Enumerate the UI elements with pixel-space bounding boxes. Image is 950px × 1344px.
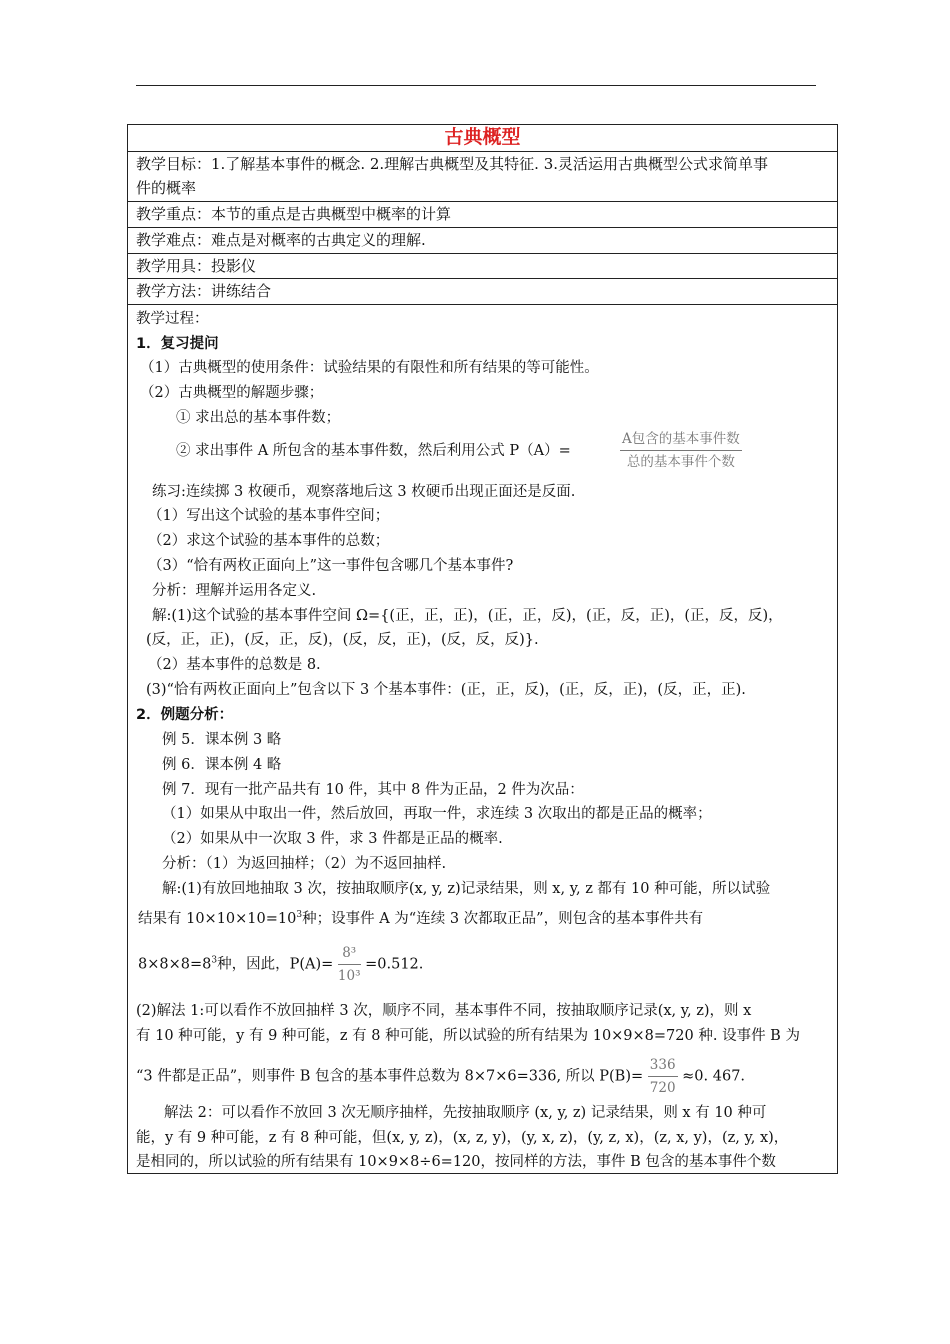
- title-row: [128, 125, 837, 152]
- solution-line: （2）基本事件的总数是 8.: [148, 657, 321, 673]
- goal-text: 教学目标：1.了解基本事件的概念. 2.理解古典概型及其特征. 3.灵活运用古典概型公式求简单事: [136, 155, 769, 173]
- method-text: 教学方法：讲练结合: [136, 282, 272, 300]
- exercise-line: 练习:连续掷 3 枚硬币，观察落地后这 3 枚硬币出现正面还是反面.: [152, 484, 576, 500]
- page-title: 古典概型: [444, 126, 521, 148]
- fraction-denominator: 10³: [337, 968, 361, 984]
- method-2-line: 是相同的，所以试验的所有结果有 10×9×8÷6=120，按同样的方法，事件 B 包含的基本事件个数: [136, 1154, 776, 1170]
- tools-row: [128, 254, 837, 279]
- process-line: ② 求出事件 A 所包含的基本事件数，然后利用公式 P（A）=: [176, 443, 571, 459]
- process-line: （2）古典概型的解题步骤；: [140, 385, 324, 401]
- difficulty-text: 教学难点：难点是对概率的古典定义的理解.: [136, 231, 426, 249]
- exercise-line: （1）写出这个试验的基本事件空间；: [148, 508, 390, 524]
- goal-row: [128, 152, 837, 202]
- example-line: 例 6．课本例 4 略: [162, 757, 282, 773]
- example-line: 分析：（1）为返回抽样；（2）为不返回抽样.: [162, 856, 447, 872]
- solution-line: (3)“恰有两枚正面向上”包含以下 3 个基本事件：(正，正，反)，(正，反，正)，(反，正，正).: [146, 682, 746, 698]
- text-run: 种，因此，P(A)=: [217, 956, 334, 973]
- example-line: 解:(1)有放回地抽取 3 次，按抽取顺序(x, y, z)记录结果，则 x, y, z 都有 10 种可能，所以试验: [162, 881, 771, 897]
- method-2-line: 解法 2：可以看作不放回 3 次无顺序抽样，先按抽取顺序 (x, y, z) 记录结果，则 x 有 10 种可: [164, 1105, 767, 1121]
- method-1-line: [136, 1055, 745, 1098]
- process-line: ① 求出总的基本事件数；: [176, 410, 341, 426]
- key-text: 教学重点：本节的重点是古典概型中概率的计算: [136, 205, 452, 223]
- difficulty-row: [128, 228, 837, 254]
- method-row: [128, 279, 837, 305]
- text-run: 种；设事件 A 为“连续 3 次都取正品”，则包含的基本事件共有: [302, 910, 704, 927]
- exercise-line: （2）求这个试验的基本事件的总数；: [148, 533, 390, 549]
- example-line: [138, 905, 703, 929]
- example-line: 例 7．现有一批产品共有 10 件，其中 8 件为正品，2 件为次品：: [162, 782, 584, 798]
- text-run: “3 件都是正品”，则事件 B 包含的基本事件总数为 8×7×6=336, 所以 P(B)=: [136, 1068, 644, 1085]
- key-row: [128, 202, 837, 228]
- fraction: [648, 1055, 678, 1098]
- fraction: [620, 429, 742, 472]
- exercise-line: （3）“恰有两枚正面向上”这一事件包含哪几个基本事件?: [148, 558, 514, 574]
- solution-line: (反，正，正)，(反，正，反)，(反，反，正)，(反，反，反)}.: [146, 632, 539, 648]
- method-1-line: (2)解法 1:可以看作不放回抽样 3 次，顺序不同，基本事件不同，按抽取顺序记录(x, y, z)，则 x: [136, 1003, 752, 1019]
- superscript: 3: [296, 910, 303, 920]
- goal-text-2: 件的概率: [136, 179, 197, 197]
- example-line: （2）如果从中一次取 3 件，求 3 件都是正品的概率.: [162, 831, 503, 847]
- exercise-line: 分析：理解并运用各定义.: [152, 583, 317, 599]
- solution-line: 解:(1)这个试验的基本事件空间 Ω={(正，正，正)，(正，正，反)，(正，反，正)，(正，反，反)，: [152, 608, 783, 624]
- text-run: ≈0. 467.: [682, 1068, 746, 1085]
- fraction-denominator: 总的基本事件个数: [626, 454, 735, 470]
- text-run: 结果有 10×10×10=10: [138, 910, 297, 927]
- superscript: 3: [211, 955, 218, 966]
- fraction: [338, 943, 361, 986]
- method-1-line: 有 10 种可能，y 有 9 种可能，z 有 8 种可能，所以试验的所有结果为 10×9×8=720 种. 设事件 B 为: [136, 1028, 800, 1044]
- header-rule: [136, 85, 816, 86]
- process-label: 教学过程：: [136, 311, 209, 327]
- process-line: （1）古典概型的使用条件：试验结果的有限性和所有结果的等可能性。: [140, 360, 599, 376]
- method-2-line: 能，y 有 9 种可能，z 有 8 种可能，但(x, y, z)，(x, z, y)，(y, x, z)，(y, z, x)，(z, x, y)，(z, y, x)，: [136, 1130, 789, 1146]
- section-2-heading: 2．例题分析：: [136, 707, 234, 723]
- tools-text: 教学用具：投影仪: [136, 257, 257, 275]
- fraction-numerator: 336: [648, 1055, 678, 1077]
- example-line: 例 5．课本例 3 略: [162, 732, 282, 748]
- fraction-numerator: 8³: [338, 943, 361, 965]
- fraction-numerator: A包含的基本事件数: [620, 429, 742, 451]
- example-line: （1）如果从中取出一件，然后放回，再取一件，求连续 3 次取出的都是正品的概率；: [162, 806, 712, 822]
- example-line: [138, 943, 423, 986]
- fraction-denominator: 720: [649, 1080, 676, 1096]
- formula-fraction: [620, 429, 742, 472]
- text-run: =0.512.: [365, 956, 424, 973]
- lesson-table: [127, 124, 838, 1174]
- section-1-heading: 1．复习提问: [136, 336, 219, 352]
- text-run: 8×8×8=8: [138, 956, 212, 973]
